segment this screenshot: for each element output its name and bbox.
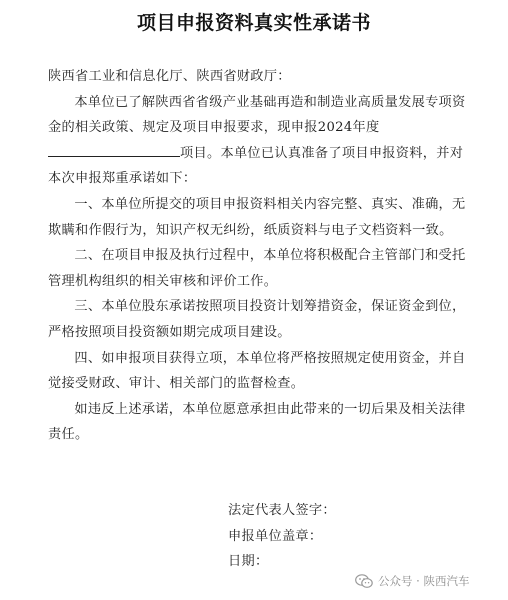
- date-line: 日期：: [228, 554, 269, 570]
- wechat-official-account-icon: [355, 574, 373, 589]
- closing-paragraph: 如违反上述承诺，本单位愿意承担由此带来的一切后果及相关法律责任。: [48, 401, 466, 443]
- watermark: [355, 573, 469, 589]
- document-body: [48, 64, 470, 448]
- commitment-item: 二、在项目申报及执行过程中，本单位将积极配合主管部门和受托管理机构组织的相关审核和评价工作。: [48, 248, 466, 289]
- document-title: 项目申报资料真实性承诺书: [136, 12, 371, 34]
- project-name-blank: [48, 142, 180, 157]
- addressee: 陕西省工业和信息化厅、陕西省财政厅：: [48, 69, 291, 84]
- intro-text-part1: 本单位已了解陕西省省级产业基础再造和制造业高质量发展专项资金的相关政策、规定及项目申报要求，现申报2024年度: [48, 94, 466, 136]
- signature-block: [228, 498, 336, 575]
- watermark-text: 公众号 · 陕西汽车: [378, 574, 470, 588]
- intro-paragraph: [48, 90, 470, 192]
- unit-seal-line: 申报单位盖章：: [228, 528, 323, 544]
- commitment-item: 三、本单位股东承诺按照项目投资计划筹措资金，保证资金到位，严格按照项目投资额如期完成项目建设。: [48, 299, 466, 340]
- commitment-item: 一、本单位所提交的项目申报资料相关内容完整、真实、准确，无欺瞒和作假行为，知识产权无纠纷，纸质资料与电子文档资料一致。: [48, 196, 466, 238]
- intro-text-part2: 项目。本单位已认真准备了项目申报资料，并对本次申报郑重承诺如下：: [48, 145, 464, 187]
- commitment-item: 四、如申报项目获得立项，本单位将严格按照规定使用资金，并自觉接受财政、审计、相关部门的监督检查。: [48, 350, 466, 392]
- legal-representative-signature-line: 法定代表人签字：: [228, 503, 336, 518]
